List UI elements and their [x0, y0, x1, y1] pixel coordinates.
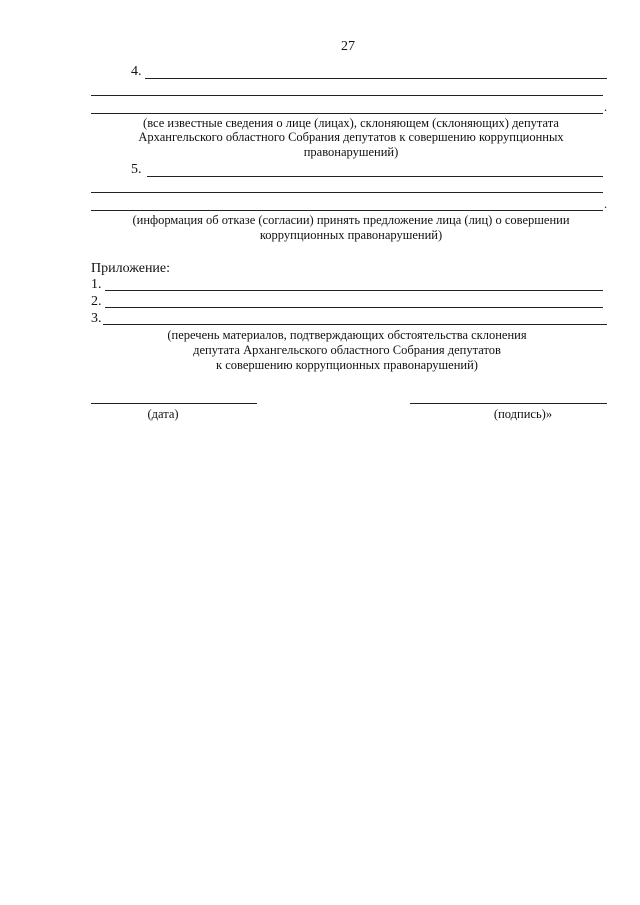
item-5-line-3 — [91, 210, 603, 211]
item-4-caption-3: правонарушений) — [303, 145, 399, 159]
signature-label: (подпись)» — [493, 407, 553, 421]
page-number: 27 — [341, 39, 355, 54]
item-4-line-1 — [145, 78, 607, 79]
appendix-item-2-number: 2. — [91, 294, 102, 309]
item-4-number: 4. — [131, 64, 142, 79]
appendix-title: Приложение: — [91, 261, 171, 276]
item-4-end-dot: . — [604, 100, 608, 114]
item-4-line-2 — [91, 95, 603, 96]
appendix-item-1-line — [105, 290, 603, 291]
appendix-item-3-number: 3. — [91, 311, 102, 326]
appendix-caption-3: к совершению коррупционных правонарушений) — [216, 358, 478, 372]
appendix-caption-2: депутата Архангельского областного Собрания депутатов — [193, 343, 501, 357]
date-line — [91, 403, 257, 404]
item-4-caption-2: Архангельского областного Собрания депутатов к совершению коррупционных — [138, 130, 564, 144]
date-label: (дата) — [147, 407, 179, 421]
item-5-end-dot: . — [604, 197, 608, 211]
item-4-line-3 — [91, 113, 603, 114]
item-5-number: 5. — [131, 162, 142, 177]
item-5-line-1 — [147, 176, 603, 177]
signature-line — [410, 403, 607, 404]
item-5-line-2 — [91, 192, 603, 193]
item-4-caption-1: (все известные сведения о лице (лицах), склоняющем (склоняющих) депутата — [143, 116, 559, 130]
appendix-item-3-line — [103, 324, 607, 325]
appendix-item-2-line — [105, 307, 603, 308]
item-5-caption-1: (информация об отказе (согласии) принять предложение лица (лиц) о совершении — [132, 213, 570, 227]
item-5-caption-2: коррупционных правонарушений) — [259, 228, 443, 242]
appendix-item-1-number: 1. — [91, 277, 102, 292]
appendix-caption-1: (перечень материалов, подтверждающих обстоятельства склонения — [167, 328, 527, 342]
